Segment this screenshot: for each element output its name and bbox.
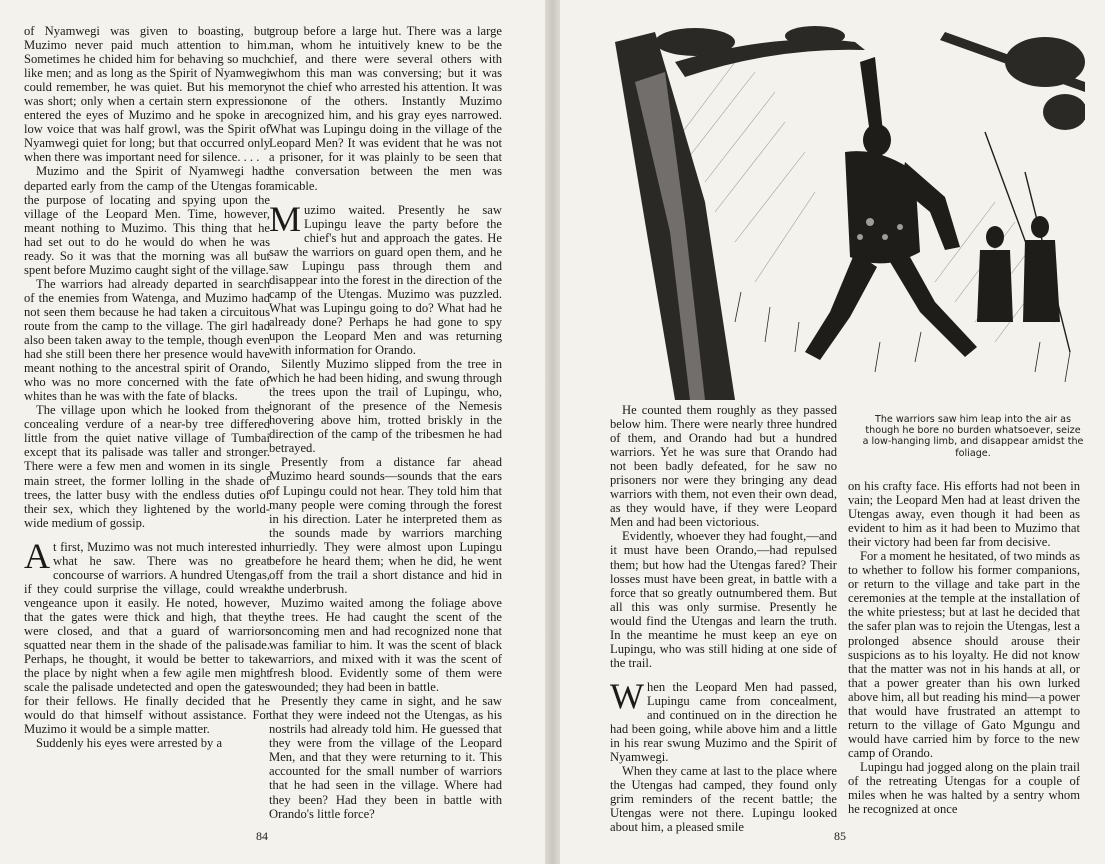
paragraph: Presently they came in sight, and he saw that they were indeed not the Utengas, as his nostrils had already told him. He guessed that they were from the village of the Leopard Men, and that they were returning to it. This accounted for the small number of warriors that he had seen in the village. Where had they been? Had they been in battle with Orando's little force? (269, 694, 502, 821)
left-column-1 (24, 24, 270, 750)
paragraph: Suddenly his eyes were arrested by a (36, 736, 223, 751)
book-gutter (545, 0, 560, 864)
illustration-caption: The warriors saw him leap into the air as though he bore no burden whatsoever, seize a low-hanging limb, and disappear amidst the foliage. (862, 414, 1084, 459)
paragraph: For a moment he hesitated, of two minds as to whether to follow his former companions, or return to the village and take part in the ceremonies at the temple at the installation of the white priestess; but at last he decided that the safer plan was to rejoin the Utengas, lest a prolonged absence should arouse their suspicions as to his loyalty. He did not know that the matter was not in his hands at all, or that a power greater than his own lurked above him, all but reading his mind—a power that would have frustrated an attempt to return to the village of Gato Mgungu and would have carried him by force to the new camp of Orando. (848, 549, 1081, 760)
right-column-1 (610, 403, 837, 834)
paragraph: Presently from a distance far ahead Muzimo heard sounds—sounds that the ears of Lupingu could not hear. They told him that many people were coming through the forest in his direction. Later he interpreted them as the sounds made by warriors marching hurriedly. They were almost upon Lupingu before he heard them; when he did, he went off from the trail a short distance and hid in the underbrush. (269, 455, 502, 596)
paragraph-drop-cap: At first, Muzimo was not much interested in what he saw. There was no great concourse of warriors. A hundred Utengas, if they could surprise the village, could wreak vengeance upon it easily. He noted, however, that the gates were thick and high, that they were closed, and that a guard of warriors squatted near them in the shade of the palisade. Perhaps, he thought, it would be better to take the place by night when a few agile men might scale the palisade undetected and open the gates for their fellows. He finally decided that he would do that himself without assistance. For Muzimo it would be a simple matter. (24, 535, 270, 737)
paragraph: Muzimo waited among the foliage above the trees. He had caught the scent of the oncoming men and had recognized none that was familiar to him. It was the scent of black warriors, and mixed with it was the scent of fresh blood. Evidently some of them were wounded; they had been in battle. (269, 595, 502, 695)
paragraph: Muzimo and the Spirit of Nyamwegi had departed early from the camp of the Utengas for the purpose of locating and spying upon the village of the Leopard Men. Time, however, meant nothing to Muzimo. This thing that he had set out to do he would do when he was ready. So it was that the morning was all but spent before Muzimo caught sight of the village. (24, 164, 270, 277)
left-column-2 (269, 24, 502, 821)
page-number: 84 (256, 829, 268, 843)
paragraph: Evidently, whoever they had fought,—and it must have been Orando,—had repulsed them; but how had the Utengas fared? Their losses must have been great, in battle with a force that so greatly outnumbered them. But all this was only surmise. Presently he would find the Utengas and learn the truth. In the meantime he must keep an eye on Lupingu, who was still hiding at one side of the trail. (610, 529, 837, 670)
paragraph: Silently Muzimo slipped from the tree in which he had been hiding, and swung through the trees upon the trail of Lupingu, who, ignorant of the presence of the Nemesis hovering above him, trotted briskly in the direction of the camp of the tribesmen he had betrayed. (269, 357, 502, 456)
right-column-2 (848, 479, 1080, 816)
paragraph: The village upon which he looked from the concealing verdure of a near-by tree differed little from the quiet native village of Tumbai except that its palisade was taller and stronger. There were a few men and women in its single main street, the former lolling in the shade of trees, the latter busy with the endless duties of their sex, which they lightened by the world-wide medium of gossip. (24, 403, 270, 530)
paragraph: Lupingu had jogged along on the plain trail of the retreating Utengas for a couple of miles when he was halted by a sentry whom he recognized at once (848, 759, 1080, 817)
paragraph: The warriors had already departed in search of the enemies from Watenga, and Muzimo had not seen them because he had taken a circuitous route from the camp to the village. The girl had also been taken away to the temple, though even had she still been there her presence would have meant nothing to the ancestral spirit of Orando, who was no more concerned with the fate of whites than he was with the fate of blacks. (24, 276, 270, 404)
paragraph: group before a large hut. There was a large man, whom he intuitively knew to be the chief, and there were several others with whom this man was conversing; but it was not the chief who arrested his attention. It was one of the others. Instantly Muzimo recognized him, and his gray eyes narrowed. What was Lupingu doing in the village of the Leopard Men? It was evident that he was not a prisoner, for it was plainly to be seen that the conversation between the men was amicable. (269, 24, 502, 193)
paragraph: He counted them roughly as they passed below him. There were nearly three hundred of them, and Orando had but a hundred warriors. Yet he was sure that Orando had not been badly defeated, for he saw no prisoners nor were they bringing any dead warriors with them, not even their own dead, as they would have, if they were Leopard Men and had been victorious. (610, 403, 837, 530)
left-page (0, 0, 545, 864)
paragraph-drop-cap: When the Leopard Men had passed, Lupingu came from concealment, and continued on in the direction he had been going, while above him and a little in his rear swung Muzimo and the Spirit of Nyamwegi. (610, 675, 837, 765)
paragraph: of Nyamwegi was given to boasting, but Muzimo never paid much attention to him. Sometimes he chided him for behaving so much like men; and as long as the Spirit of Nyamwegi could remember, he was quiet. But his memory was short; only when a certain stern expression entered the eyes of Muzimo and he spoke in a low voice that was half growl, was the Spirit of Nyamwegi quiet for long; but that occurred only when there was important need for silence. . . . (24, 24, 270, 165)
paragraph: on his crafty face. His efforts had not been in vain; the Leopard Men had at least driven the Utengas away, even though it had been as evident to him as it had been to Muzimo that their victory had been far from decisive. (848, 479, 1080, 550)
ink-illustration (615, 22, 1085, 400)
paragraph-drop-cap: Muzimo waited. Presently he saw Lupingu leave the party before the chief's hut and approach the gates. He saw the warriors on guard open them, and he saw Lupingu pass through them and disappear into the forest in the direction of the camp of the Utengas. Muzimo was puzzled. What was Lupingu going to do? What had he already done? Perhaps he had gone to spy upon the Leopard Men and was returning with information for Orando. (269, 198, 502, 358)
paragraph: When they came at last to the place where the Utengas had camped, they found only grim reminders of the recent battle; the Utengas were not there. Lupingu looked about him, a pleased smile (610, 764, 837, 835)
page-number: 85 (834, 829, 846, 843)
